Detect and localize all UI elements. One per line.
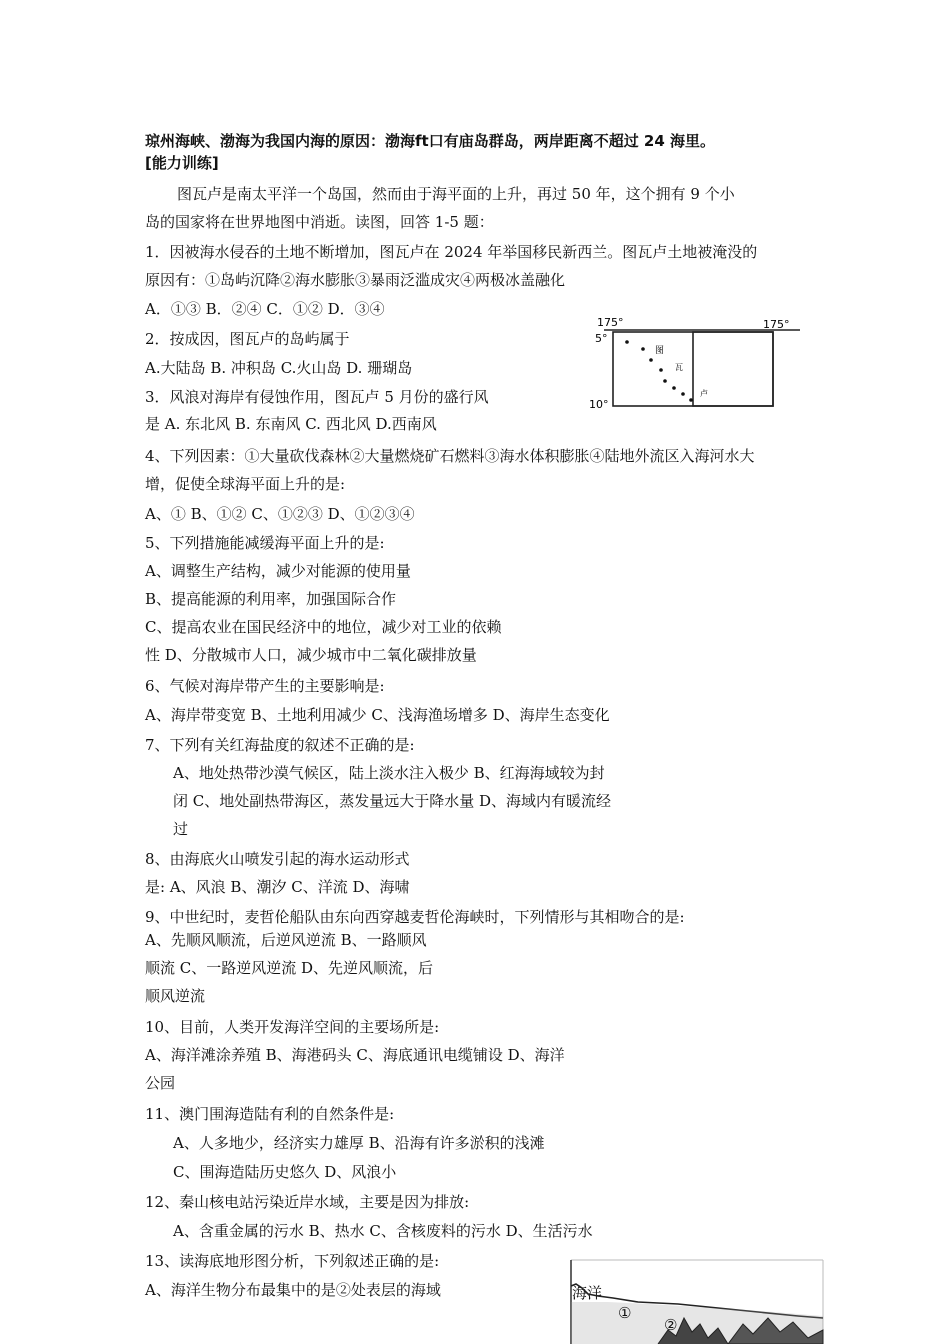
question-1-line-2: 原因有：①岛屿沉降②海水膨胀③暴雨泛滥成灾④两极冰盖融化 [145, 271, 566, 289]
seafloor-figure [568, 1258, 825, 1344]
question-5-option-a: A、调整生产结构，减少对能源的使用量 [145, 562, 411, 580]
island-marker [663, 379, 667, 383]
question-10: 10、目前，人类开发海洋空间的主要场所是: [145, 1018, 440, 1036]
seafloor-marker-1: ① [618, 1304, 632, 1322]
map-lat-bottom: 10° [589, 398, 609, 411]
question-11: 11、澳门围海造陆有利的自然条件是: [145, 1105, 395, 1123]
seafloor-svg [568, 1258, 825, 1344]
question-4-options: A、① B、①② C、①②③ D、①②③④ [145, 505, 415, 523]
question-5-option-d: 性 D、分散城市人口，减少城市中二氧化碳排放量 [145, 646, 477, 664]
question-9: 9、中世纪时，麦哲伦船队由东向西穿越麦哲伦海峡时，下列情形与其相吻合的是: [145, 908, 685, 926]
heading: 琼州海峡、渤海为我国内海的原因：渤海ft口有庙岛群岛，两岸距离不超过 24 海里。 [145, 132, 716, 150]
map-lon-left: 175° [597, 316, 624, 329]
seafloor-marker-2: ② [664, 1316, 678, 1334]
question-11-line-2: C、围海造陆历史悠久 D、风浪小 [173, 1163, 397, 1181]
question-12-options: A、含重金属的污水 B、热水 C、含核废料的污水 D、生活污水 [173, 1222, 593, 1240]
island-marker [641, 347, 645, 351]
question-10-line-1: A、海洋滩涂养殖 B、海港码头 C、海底通讯电缆铺设 D、海洋 [145, 1046, 565, 1064]
island-marker [649, 358, 653, 362]
question-9-line-3: 顺风逆流 [145, 987, 206, 1005]
question-9-line-2: 顺流 C、一路逆风逆流 D、先逆风顺流，后 [145, 959, 434, 977]
question-1-line-1: 1．因被海水侵吞的土地不断增加，图瓦卢在 2024 年举国移民新西兰。图瓦卢土地被淹没的 [145, 243, 758, 261]
seafloor-label: 海洋 [572, 1284, 603, 1302]
question-1-options: A．①③ B．②④ C．①② D．③④ [145, 300, 385, 318]
map-lat-top: 5° [595, 332, 608, 345]
question-7-line-3: 过 [173, 820, 189, 838]
question-4-line-2: 增，促使全球海平面上升的是: [145, 475, 346, 493]
map-label-wa: 瓦 [675, 363, 683, 372]
question-8: 8、由海底火山喷发引起的海水运动形式 [145, 850, 410, 868]
island-marker [689, 398, 693, 402]
question-2: 2．按成因，图瓦卢的岛屿属于 [145, 330, 350, 348]
map-lon-right: 175° [763, 318, 790, 331]
question-3: 3．风浪对海岸有侵蚀作用，图瓦卢 5 月份的盛行风 [145, 388, 489, 406]
question-3-options: 是 A. 东北风 B. 东南风 C. 西北风 D.西南风 [145, 415, 437, 433]
question-8-options: 是: A、风浪 B、潮汐 C、洋流 D、海啸 [145, 878, 410, 896]
island-marker [625, 340, 629, 344]
island-marker [681, 392, 685, 396]
question-2-options: A.大陆岛 B. 冲积岛 C.火山岛 D. 珊瑚岛 [145, 359, 413, 377]
question-7-line-1: A、地处热带沙漠气候区，陆上淡水注入极少 B、红海海域较为封 [173, 764, 605, 782]
question-6-options: A、海岸带变宽 B、土地利用减少 C、浅海渔场增多 D、海岸生态变化 [145, 706, 610, 724]
intro-line-1: 图瓦卢是南太平洋一个岛国，然而由于海平面的上升，再过 50 年，这个拥有 9 个小 [177, 185, 735, 203]
question-13: 13、读海底地形图分析，下列叙述正确的是: [145, 1252, 440, 1270]
island-marker [659, 368, 663, 372]
question-7-line-2: 闭 C、地处副热带海区，蒸发量远大于降水量 D、海域内有暖流经 [173, 792, 612, 810]
map-label-lu: 卢 [700, 389, 708, 398]
question-10-line-2: 公园 [145, 1074, 176, 1092]
question-6: 6、气候对海岸带产生的主要影响是: [145, 677, 385, 695]
question-13-option-a: A、海洋生物分布最集中的是②处表层的海域 [145, 1281, 441, 1299]
intro-line-2: 岛的国家将在世界地图中消逝。读图，回答 1-5 题： [145, 213, 494, 231]
section-title: [能力训练] [145, 154, 219, 172]
question-5: 5、下列措施能减缓海平面上升的是: [145, 534, 385, 552]
question-12: 12、秦山核电站污染近岸水域，主要是因为排放: [145, 1193, 470, 1211]
question-9-line-1: A、先顺风顺流，后逆风逆流 B、一路顺风 [145, 931, 427, 949]
question-5-option-c: C、提高农业在国民经济中的地位，减少对工业的依赖 [145, 618, 502, 636]
map-label-tu: 图 [655, 346, 665, 356]
question-7: 7、下列有关红海盐度的叙述不正确的是: [145, 736, 415, 754]
question-11-line-1: A、人多地少，经济实力雄厚 B、沿海有许多淤积的浅滩 [173, 1134, 545, 1152]
tuvalu-map-figure [585, 312, 810, 417]
question-4-line-1: 4、下列因素：①大量砍伐森林②大量燃烧矿石燃料③海水体积膨胀④陆地外流区入海河水大 [145, 447, 755, 465]
tuvalu-map-svg [585, 312, 810, 417]
question-5-option-b: B、提高能源的利用率，加强国际合作 [145, 590, 397, 608]
island-marker [672, 386, 676, 390]
